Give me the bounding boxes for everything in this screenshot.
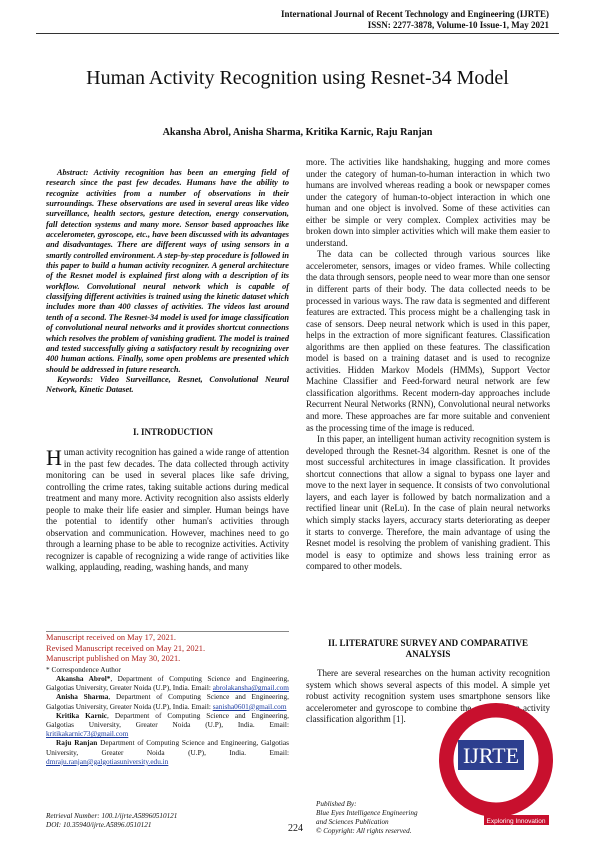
abstract-block [46, 168, 289, 396]
affiliation-4: Raju Ranjan Department of Computing Science and Engineering, Galgotias University, Greater Noida (U.P), India. Email: dmraju.ranjan@galgotiasuniversity.edu.in [46, 738, 289, 766]
journal-header [281, 9, 549, 31]
affiliation-1: Akansha Abrol*, Department of Computing Science and Engineering, Galgotias University, Greater Noida (U.P), India. Email: abrolakansha@gmail.com [46, 673, 289, 693]
keywords-label: Keywords: [57, 374, 93, 384]
journal-name: International Journal of Recent Technology and Engineering (IJRTE) [281, 9, 549, 19]
intro-section [46, 427, 289, 439]
abstract-label: Abstract: [57, 168, 89, 177]
publisher-info: Published By: Blue Eyes Intelligence Engineering and Sciences Publication © Copyright: All rights reserved. [316, 800, 418, 836]
intro-dropcap: H [46, 445, 62, 470]
correspondence-note: * Correspondence Author [46, 664, 121, 674]
keywords-text: Video Surveillance, Resnet, Convolutional Neural Network, Kinetic Dataset. [46, 374, 289, 395]
doi: DOI: 10.35940/ijrte.A5896.0510121 [46, 821, 152, 830]
intro-body [46, 447, 289, 574]
paper-authors: Akansha Abrol, Anisha Sharma, Kritika Karnic, Raju Ranjan [162, 127, 433, 138]
revised-date: Revised Manuscript received on May 21, 2021. [46, 643, 206, 653]
received-date: Manuscript received on May 17, 2021. [46, 633, 177, 642]
email-link[interactable]: sanisha0601@gmail.com [212, 701, 287, 711]
page-number: 224 [288, 823, 303, 834]
published-date: Manuscript published on May 30, 2021. [46, 654, 181, 664]
email-link[interactable]: abrolakansha@gmail.com [212, 683, 289, 693]
paper-title: Human Activity Recognition using Resnet-34 Model [86, 67, 509, 89]
abstract-text: Activity recognition has been an emerging field of research since the past few decades. Humans have the ability to recognize activities from a number of observations in their surroundings. These observations are used in several areas like video surveillance, health sectors, gesture detection, energy conservation, fall detection systems and many more. Sensor based approaches like accelerometer, gyroscope, etc., have been discussed with its advantages and disadvantages. There are different ways of using sensors in a smartly controlled environment. A step-by-step procedure is followed in this paper to build a human activity recognizer. A general architecture of the Resnet model is explained first along with a description of its workflow. Convolutional neural network which is capable of classifying different activities is trained using the kinetic dataset which includes more than 400 classes of activities. The videos last around tenth of a second. The Resnet-34 model is used for image classification of convolutional neural networks and it provides shortcut connections which resolves the problem of vanishing gradient. The model is trained and tested successfully giving a satisfactory result by recognizing over 400 human actions. Finally, some open problems are presented which should be addressed in future research. [46, 168, 289, 374]
journal-issn: ISSN: 2277-3878, Volume-10 Issue-1, May 2021 [367, 20, 549, 30]
right-paragraph-1: more. The activities like handshaking, hugging and more comes under the category of human-to-human interaction in which two humans are involved whereas reading a book or newspaper comes under the category of human-to-object interaction in which one human and one object is involved. Some of these activities can either be simple or very complex. Complex activities may be broken down into simpler activities which will make them easier to understand. [306, 157, 550, 248]
journal-logo [434, 700, 554, 830]
right-paragraph-2: The data can be collected through various sources like accelerometer, sensors, images or video frames. While collecting the data through sensors, people need to wear more than one sensor in different parts of their body. The data collected needs to be processed in various ways. The raw data is segmented and different features are extracted. This process might be a challenging task in case of sensors. Deep neural network which is used in this paper, helps in the extraction of more significant features. Classification algorithms are then applied on these features. The classification model is based on a training dataset and is used to recognize activities. Hidden Markov Models (HMMs), Support Vector Machine Classifier and Feed-forward neural network are few classification algorithms. Recent modern-day approaches include Recurrent Neural Networks (RNN), Convolutional neural networks and more. These approaches are far more suitable and convenient as the processing time of the image is reduced. [306, 249, 550, 433]
literature-heading: II. LITERATURE SURVEY AND COMPARATIVE ANALYSIS [327, 638, 529, 660]
header-rule [36, 33, 559, 34]
retrieval-info [46, 812, 177, 830]
affiliation-3: Kritika Karnic, Department of Computing Science and Engineering, Galgotias University, Greater Noida (U.P), India. Email: kritikakarnic73@gmail.com [46, 710, 289, 739]
email-link[interactable]: dmraju.ranjan@galgotiasuniversity.edu.in [46, 756, 169, 766]
right-paragraph-3: In this paper, an intelligent human activity recognition system is developed through the Resnet-34 algorithm. Resnet is one of the most successful architectures in image classification. It provides shortcut connections that allow a signal to bypass one layer and move to the next layer in sequence. It consists of two convolutional layers, and each layer is followed by batch normalization and a rectified linear unit (ReLu). In the case of plain neural networks which simply stacks layers, accuracy starts deteriorating as deeper it starts to converge. Therefore, the main advantage of using the Resnet model is resolving the problem of vanishing gradient. This model is easy to optimize and shows less training error as compared to other models. [306, 434, 550, 572]
affiliation-2: Anisha Sharma, Department of Computing Science and Engineering, Galgotias University, Greater Noida (U.P), India. Email: sanisha0601@gmail.com [46, 692, 289, 711]
retrieval-number: Retrieval Number: 100.1/ijrte.A58960510121 [46, 812, 178, 820]
literature-paragraph: There are several researches on the human activity recognition system which shows several aspects of this model. A simple yet robust activity recognition system uses smartphone sensors like accelerometer and gyroscope to combine the output of an activity classification algorithm [1]. [306, 668, 550, 725]
intro-heading: I. INTRODUCTION [132, 427, 213, 437]
logo-tagline: Exploring Innovation [486, 818, 546, 825]
intro-paragraph: uman activity recognition has gained a wide range of attention in the past few decades. The data collected through activity monitoring can be used in several places like safe driving, controlling the crime rates, taking suitable actions during medical treatment and many more. Activity recognition also assists elderly people to make their life easier and simpler. Human beings have the potential to identify other human's activities through observation and communication. However, machines need to go through a learning phase to be able to recognize activities. Activity recognizer is capable of recognizing a wide range of activities like walking, applauding, reading, washing hands, and many [46, 447, 289, 573]
email-link[interactable]: kritikakarnic73@gmail.com [46, 729, 129, 739]
logo-acronym: IJRTE [462, 743, 520, 768]
right-column [306, 157, 550, 573]
manuscript-notes [46, 631, 289, 766]
